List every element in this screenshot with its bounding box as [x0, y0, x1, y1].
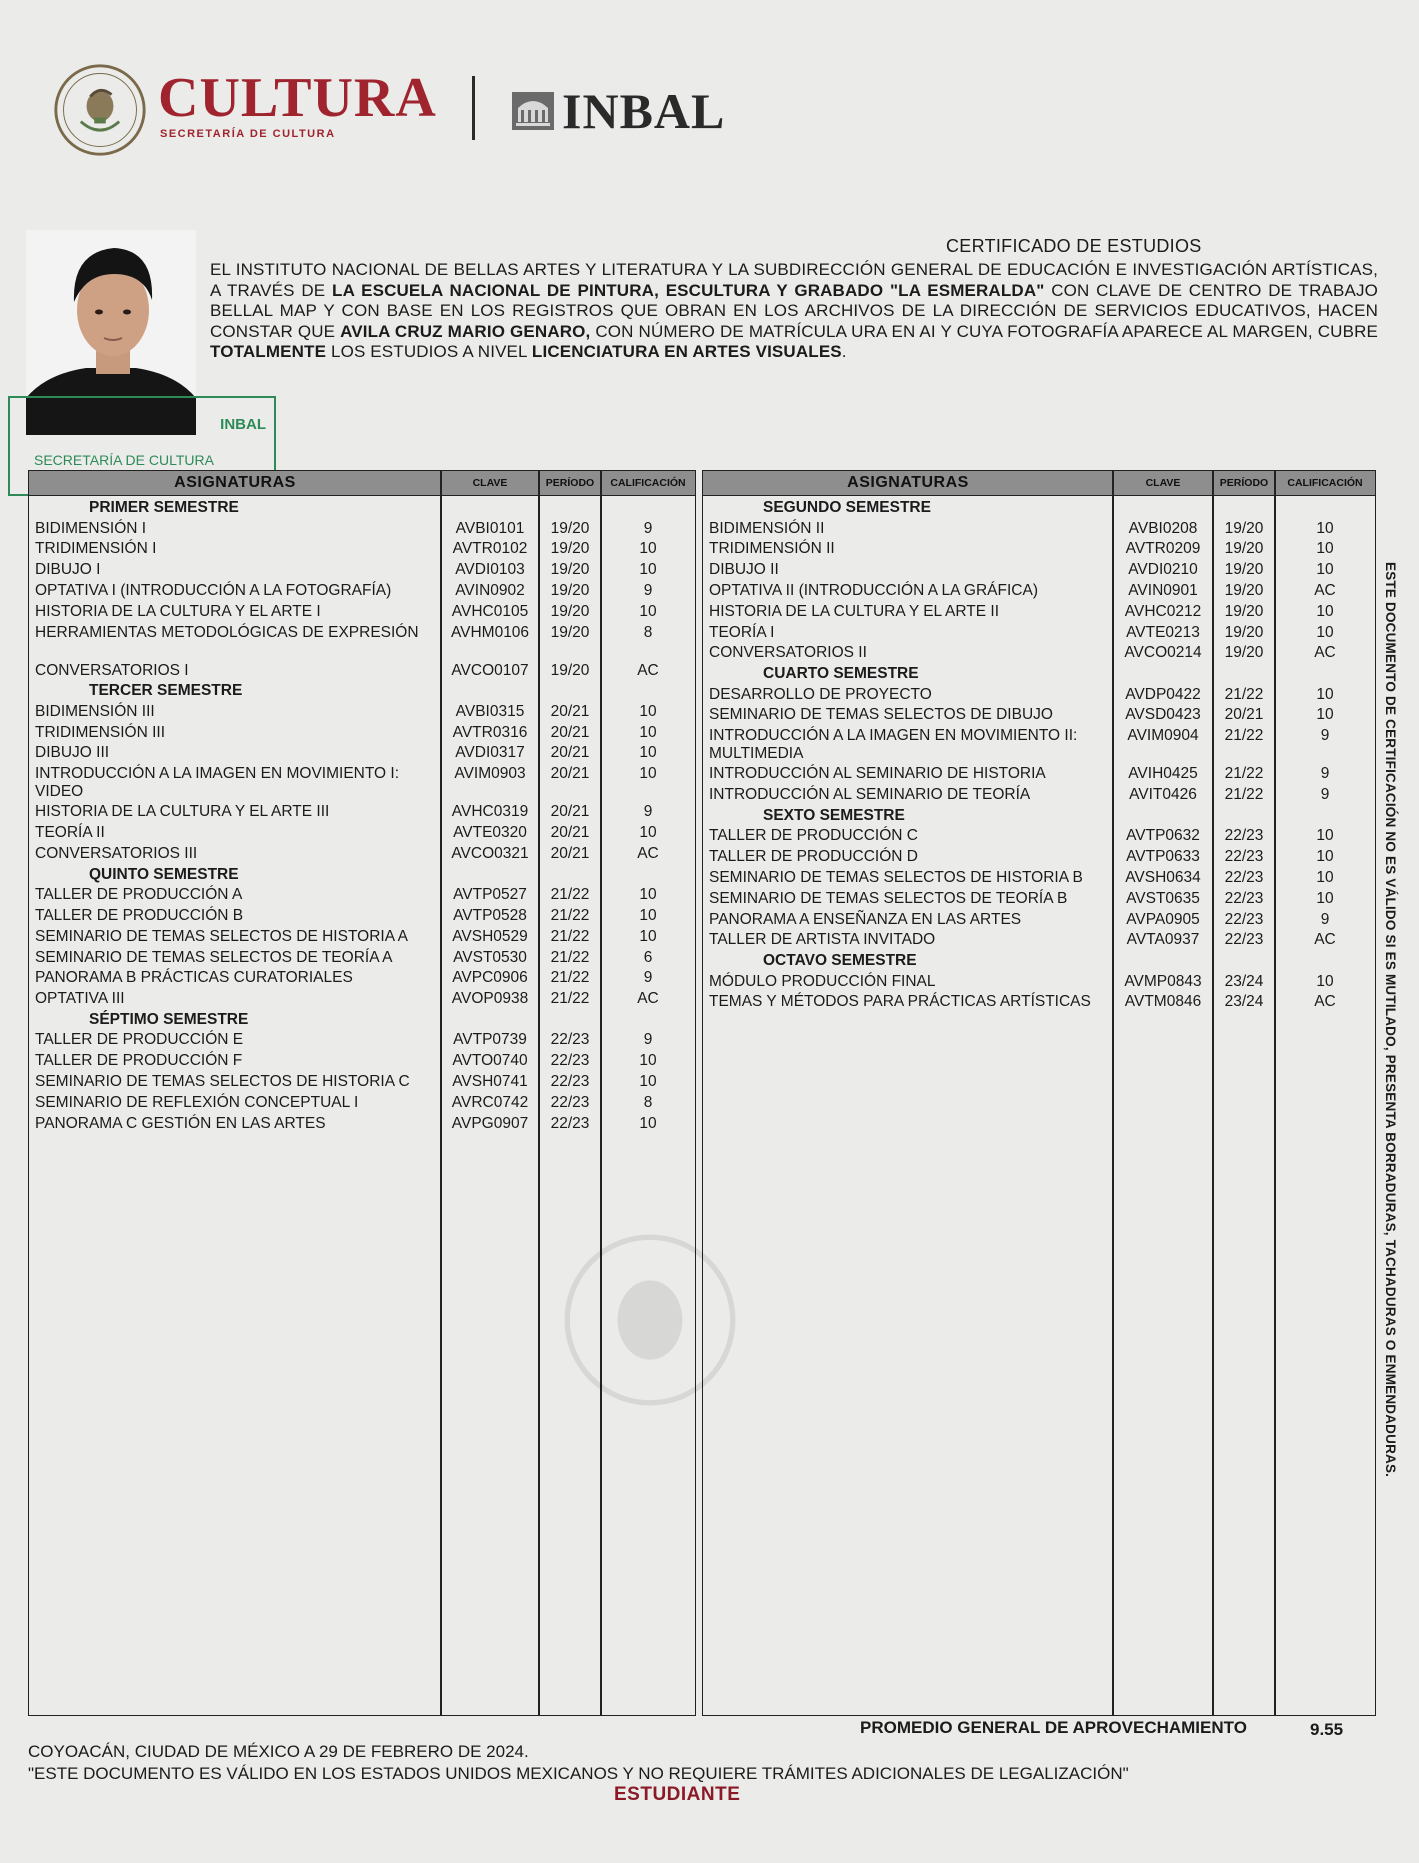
- subject-code: AVTA0937: [1126, 931, 1200, 949]
- subject-code: AVST0635: [1126, 889, 1200, 907]
- subject-grade: AC: [637, 661, 659, 679]
- header-periodo: PERÍODO: [1219, 477, 1269, 489]
- subject-code: AVTR0209: [1125, 540, 1201, 558]
- subject-period: 20/21: [550, 723, 590, 741]
- subject-period: 22/23: [550, 1093, 590, 1111]
- header-calificacion: CALIFICACIÓN: [610, 477, 686, 489]
- subject-grade: 10: [639, 702, 657, 720]
- subject-grade: 9: [643, 581, 653, 599]
- subject-period: 19/20: [1224, 581, 1264, 599]
- subject-name: HISTORIA DE LA CULTURA Y EL ARTE I: [35, 602, 321, 620]
- subject-name: TALLER DE PRODUCCIÓN B: [35, 906, 244, 924]
- subject-period: 22/23: [1224, 868, 1264, 886]
- subject-name: BIDIMENSIÓN III: [35, 702, 155, 720]
- subject-period: 21/22: [1224, 727, 1264, 745]
- subject-code: AVIN0902: [455, 581, 525, 599]
- subject-name: INTRODUCCIÓN A LA IMAGEN EN MOVIMIENTO II: MULTIMEDIA: [709, 727, 1078, 763]
- grades-table-right: [702, 470, 1376, 1716]
- average-label: PROMEDIO GENERAL DE APROVECHAMIENTO: [860, 1718, 1247, 1737]
- subject-grade: 6: [643, 948, 653, 966]
- subject-code: AVIM0903: [454, 765, 526, 783]
- subject-grade: 10: [639, 1073, 657, 1090]
- subject-name: TRIDIMENSIÓN III: [35, 723, 166, 741]
- subject-code: AVSD0423: [1125, 706, 1201, 724]
- subject-name: INTRODUCCIÓN AL SEMINARIO DE HISTORIA: [709, 765, 1046, 783]
- subject-name: BIDIMENSIÓN II: [709, 519, 825, 537]
- table-header: [29, 471, 695, 496]
- subject-grade: 10: [1316, 706, 1334, 724]
- subject-code: AVIN0901: [1128, 581, 1198, 599]
- average-value: 9.55: [1310, 1720, 1344, 1739]
- subject-period: 21/22: [550, 886, 590, 904]
- subject-name: DIBUJO II: [709, 561, 779, 579]
- subject-code: AVPA0905: [1126, 910, 1200, 928]
- subject-grade: 10: [639, 561, 657, 579]
- intro-text-1: EL INSTITUTO NACIONAL DE BELLAS ARTES Y LITERATURA Y LA SUBDIRECCIÓN GENERAL DE EDUCACIÓN E INVESTIGACIÓN ARTÍSTICAS, A TRAVÉS DE: [210, 260, 1378, 300]
- document-title: CERTIFICADO DE ESTUDIOS: [946, 236, 1202, 256]
- subject-period: 21/22: [1224, 786, 1264, 803]
- subject-code: AVBI0208: [1128, 519, 1198, 537]
- subject-period: 22/23: [550, 1114, 590, 1132]
- subject-grade: 9: [1320, 727, 1330, 745]
- subject-code: AVTE0320: [453, 824, 527, 841]
- subject-code: AVTR0102: [452, 540, 528, 558]
- place-and-date: COYOACÁN, CIUDAD DE MÉXICO A 29 DE FEBRERO DE 2024.: [28, 1742, 529, 1761]
- subject-period: 20/21: [550, 765, 590, 783]
- subject-grade: AC: [637, 844, 659, 862]
- header-divider: [472, 76, 475, 140]
- subject-period: 20/21: [550, 803, 590, 821]
- validity-side-note: [1382, 562, 1402, 1482]
- semester-title: TERCER SEMESTRE: [89, 682, 243, 700]
- subject-code: AVIH0425: [1128, 765, 1198, 783]
- subject-grade: 10: [639, 744, 657, 762]
- subject-name: DIBUJO I: [35, 561, 101, 579]
- subject-grade: 9: [1320, 786, 1330, 803]
- subject-grade: 10: [1316, 848, 1334, 866]
- subject-name: DESARROLLO DE PROYECTO: [709, 685, 932, 703]
- subject-name: HISTORIA DE LA CULTURA Y EL ARTE II: [709, 602, 1000, 620]
- intro-text-2: CON CLAVE DE CENTRO DE TRABAJO BELLAL MAP Y CON BASE EN LOS REGISTROS QUE OBRAN EN LOS ARCHIVOS DE LA DIRECCIÓN DE SERVICIOS EDUCATIVOS, HACEN CONSTAR QUE: [210, 280, 1379, 341]
- subject-code: AVTP0633: [1126, 848, 1200, 866]
- subject-grade: 10: [1316, 623, 1334, 641]
- subject-period: 21/22: [550, 990, 590, 1008]
- semester-title: OCTAVO SEMESTRE: [763, 952, 917, 970]
- subject-code: AVPC0906: [452, 969, 528, 987]
- student-label: ESTUDIANTE: [614, 1784, 741, 1805]
- subject-name: INTRODUCCIÓN AL SEMINARIO DE TEORÍA: [709, 786, 1031, 803]
- subject-period: 23/24: [1224, 972, 1264, 990]
- subject-code: AVHC0212: [1124, 602, 1202, 620]
- subject-period: 22/23: [1224, 848, 1264, 866]
- subject-period: 21/22: [550, 948, 590, 966]
- stamp-secretaria-text: SECRETARÍA DE CULTURA: [34, 452, 214, 468]
- subject-period: 23/24: [1224, 993, 1264, 1011]
- subject-code: AVTP0632: [1126, 827, 1200, 845]
- subject-period: 20/21: [1224, 706, 1264, 724]
- subject-period: 19/20: [550, 661, 590, 679]
- subject-grade: 10: [1316, 519, 1334, 537]
- semester-title: SEXTO SEMESTRE: [763, 806, 905, 824]
- subject-grade: 9: [1320, 910, 1330, 928]
- subject-name: TALLER DE PRODUCCIÓN C: [709, 827, 918, 845]
- coverage-word: TOTALMENTE: [210, 342, 327, 361]
- inbal-palace-icon: [512, 92, 554, 130]
- header-clave: CLAVE: [472, 477, 508, 489]
- subject-name: SEMINARIO DE TEMAS SELECTOS DE DIBUJO: [709, 706, 1053, 724]
- subject-period: 20/21: [550, 702, 590, 720]
- subject-period: 19/20: [550, 623, 590, 641]
- subject-grade: 10: [639, 927, 657, 945]
- subject-code: AVDP0422: [1125, 685, 1201, 703]
- subject-name: TRIDIMENSIÓN I: [35, 540, 157, 558]
- subject-name: PANORAMA C GESTIÓN EN LAS ARTES: [35, 1114, 326, 1132]
- subject-period: 19/20: [550, 581, 590, 599]
- subject-grade: 10: [1316, 868, 1334, 886]
- subject-name: TEORÍA I: [709, 623, 775, 641]
- degree-level: LICENCIATURA EN ARTES VISUALES: [531, 342, 842, 361]
- cultura-wordmark: CULTURA: [158, 67, 437, 129]
- subject-grade: 10: [1316, 561, 1334, 579]
- subject-code: AVDI0103: [455, 561, 525, 579]
- grades-table-left: [28, 470, 696, 1716]
- header-asignaturas: ASIGNATURAS: [174, 474, 296, 491]
- student-name: AVILA CRUZ MARIO GENARO,: [340, 321, 591, 341]
- subject-name: TALLER DE PRODUCCIÓN F: [35, 1052, 243, 1070]
- subject-code: AVTP0739: [453, 1031, 527, 1049]
- subject-code: AVHC0319: [451, 803, 529, 821]
- subject-period: 19/20: [1224, 561, 1264, 579]
- subject-code: AVBI0315: [455, 702, 525, 720]
- subject-code: AVTE0213: [1126, 623, 1200, 641]
- subject-name: BIDIMENSIÓN I: [35, 519, 147, 537]
- subject-name: TALLER DE PRODUCCIÓN E: [35, 1031, 244, 1049]
- subject-grade: 10: [639, 723, 657, 741]
- school-name: LA ESCUELA NACIONAL DE PINTURA, ESCULTURA Y GRABADO "LA ESMERALDA": [332, 280, 1045, 300]
- subject-name: TALLER DE PRODUCCIÓN D: [709, 848, 918, 866]
- subject-code: AVDI0317: [455, 744, 525, 762]
- subject-code: AVTP0527: [453, 886, 527, 904]
- subject-grade: 10: [639, 765, 657, 783]
- subject-grade: 9: [1320, 765, 1330, 783]
- certification-statement: [210, 260, 1378, 363]
- subject-code: AVRC0742: [451, 1093, 529, 1111]
- header-asignaturas: ASIGNATURAS: [847, 474, 969, 491]
- subject-period: 19/20: [1224, 540, 1264, 558]
- subject-grade: AC: [1314, 644, 1336, 662]
- subject-grade: 10: [1316, 540, 1334, 558]
- subject-grade: 9: [643, 1031, 653, 1049]
- subject-code: AVPG0907: [451, 1114, 529, 1132]
- subject-period: 21/22: [550, 969, 590, 987]
- subject-period: 21/22: [550, 906, 590, 924]
- subject-code: AVTP0528: [453, 906, 527, 924]
- subject-name: TRIDIMENSIÓN II: [709, 540, 835, 558]
- subject-name: SEMINARIO DE TEMAS SELECTOS DE HISTORIA A: [35, 927, 408, 945]
- subject-period: 22/23: [550, 1073, 590, 1090]
- subject-period: 21/22: [550, 927, 590, 945]
- subject-name: TALLER DE ARTISTA INVITADO: [709, 931, 936, 949]
- subject-code: AVIM0904: [1127, 727, 1199, 745]
- subject-period: 22/23: [550, 1031, 590, 1049]
- inbal-wordmark: INBAL: [562, 83, 726, 139]
- subject-period: 19/20: [1224, 519, 1264, 537]
- header-calificacion: CALIFICACIÓN: [1287, 477, 1363, 489]
- subject-grade: 9: [643, 969, 653, 987]
- subject-name: CONVERSATORIOS I: [35, 661, 189, 679]
- semester-title: SÉPTIMO SEMESTRE: [89, 1010, 249, 1028]
- semester-title: SEGUNDO SEMESTRE: [763, 499, 931, 516]
- subject-period: 19/20: [1224, 602, 1264, 620]
- semester-title: QUINTO SEMESTRE: [89, 865, 239, 883]
- subject-name: OPTATIVA III: [35, 990, 125, 1008]
- cultura-subtitle: SECRETARÍA DE CULTURA: [160, 128, 336, 140]
- intro-text-3: CON NÚMERO DE MATRÍCULA URA EN AI Y CUYA FOTOGRAFÍA APARECE AL MARGEN, CUBRE: [590, 321, 1378, 341]
- subject-name: TEMAS Y MÉTODOS PARA PRÁCTICAS ARTÍSTICAS: [709, 993, 1091, 1011]
- subject-grade: 9: [643, 519, 653, 537]
- subject-period: 19/20: [550, 540, 590, 558]
- semester-title: PRIMER SEMESTRE: [89, 499, 239, 516]
- header-clave: CLAVE: [1145, 477, 1181, 489]
- legal-validity-note: "ESTE DOCUMENTO ES VÁLIDO EN LOS ESTADOS UNIDOS MEXICANOS Y NO REQUIERE TRÁMITES ADICIONALES DE LEGALIZACIÓN": [28, 1764, 1129, 1783]
- subject-name: OPTATIVA I (INTRODUCCIÓN A LA FOTOGRAFÍA): [35, 581, 392, 599]
- subject-code: AVTO0740: [452, 1052, 528, 1070]
- subject-code: AVCO0321: [451, 844, 529, 862]
- subject-grade: 10: [639, 540, 657, 558]
- subject-period: 19/20: [550, 519, 590, 537]
- subject-grade: 10: [1316, 827, 1334, 845]
- subject-grade: 10: [639, 886, 657, 904]
- subject-name: SEMINARIO DE REFLEXIÓN CONCEPTUAL I: [35, 1093, 359, 1111]
- subject-name: PANORAMA B PRÁCTICAS CURATORIALES: [35, 969, 353, 987]
- subject-code: AVHM0106: [450, 623, 530, 641]
- subject-grade: 9: [643, 803, 653, 821]
- subject-grade: 10: [1316, 685, 1334, 703]
- subject-code: AVCO0214: [1124, 644, 1202, 662]
- subject-period: 22/23: [1224, 931, 1264, 949]
- subject-name: CONVERSATORIOS III: [35, 844, 198, 862]
- subject-period: 19/20: [550, 561, 590, 579]
- subject-grade: 10: [639, 602, 657, 620]
- subject-period: 22/23: [550, 1052, 590, 1070]
- subject-name: OPTATIVA II (INTRODUCCIÓN A LA GRÁFICA): [709, 581, 1038, 599]
- subject-name: PANORAMA A ENSEÑANZA EN LAS ARTES: [709, 910, 1022, 928]
- subject-period: 20/21: [550, 744, 590, 762]
- seal-watermark: [560, 1230, 740, 1410]
- subject-period: 22/23: [1224, 889, 1264, 907]
- subject-code: AVDI0210: [1128, 561, 1198, 579]
- subject-code: AVCO0107: [451, 661, 529, 679]
- subject-name: SEMINARIO DE TEMAS SELECTOS DE HISTORIA B: [709, 868, 1083, 886]
- subject-period: 19/20: [550, 602, 590, 620]
- subject-code: AVSH0529: [452, 927, 528, 945]
- subject-name: MÓDULO PRODUCCIÓN FINAL: [709, 972, 936, 990]
- subject-name: SEMINARIO DE TEMAS SELECTOS DE TEORÍA A: [35, 948, 393, 966]
- intro-text-4: LOS ESTUDIOS A NIVEL: [326, 342, 532, 361]
- subject-grade: 10: [639, 1114, 657, 1132]
- subject-name: DIBUJO III: [35, 744, 110, 762]
- subject-name: SEMINARIO DE TEMAS SELECTOS DE TEORÍA B: [709, 889, 1068, 907]
- subject-name: HERRAMIENTAS METODOLÓGICAS DE EXPRESIÓN: [35, 623, 419, 641]
- subject-period: 20/21: [550, 824, 590, 841]
- subject-name: TALLER DE PRODUCCIÓN A: [35, 886, 243, 904]
- subject-code: AVTM0846: [1124, 993, 1202, 1011]
- subject-grade: 8: [643, 1093, 653, 1111]
- subject-grade: 10: [1316, 972, 1334, 990]
- subject-code: AVBI0101: [455, 519, 525, 537]
- subject-code: AVIT0426: [1129, 786, 1197, 803]
- subject-name: INTRODUCCIÓN A LA IMAGEN EN MOVIMIENTO I: VIDEO: [35, 765, 400, 801]
- subject-code: AVMP0843: [1124, 972, 1202, 990]
- stamp-inbal-text: INBAL: [220, 416, 266, 433]
- subject-grade: 10: [1316, 889, 1334, 907]
- subject-code: AVOP0938: [451, 990, 529, 1008]
- subject-grade: AC: [1314, 993, 1336, 1011]
- subject-grade: AC: [637, 990, 659, 1008]
- subject-name: CONVERSATORIOS II: [709, 644, 867, 662]
- subject-period: 21/22: [1224, 765, 1264, 783]
- subject-code: AVSH0634: [1125, 868, 1201, 886]
- subject-code: AVHC0105: [451, 602, 529, 620]
- subject-grade: AC: [1314, 931, 1336, 949]
- subject-name: TEORÍA II: [35, 824, 105, 841]
- semester-title: CUARTO SEMESTRE: [763, 665, 919, 683]
- subject-period: 20/21: [550, 844, 590, 862]
- subject-grade: 10: [639, 824, 657, 841]
- subject-grade: AC: [1314, 581, 1336, 599]
- mexico-coat-of-arms-seal: [52, 62, 148, 158]
- subject-name: HISTORIA DE LA CULTURA Y EL ARTE III: [35, 803, 330, 821]
- subject-period: 22/23: [1224, 827, 1264, 845]
- subject-grade: 8: [643, 623, 653, 641]
- subject-grade: 10: [639, 1052, 657, 1070]
- subject-period: 21/22: [1224, 685, 1264, 703]
- subject-period: 19/20: [1224, 644, 1264, 662]
- subject-period: 19/20: [1224, 623, 1264, 641]
- header-periodo: PERÍODO: [545, 477, 595, 489]
- intro-text-5: .: [841, 342, 847, 361]
- subject-code: AVSH0741: [452, 1073, 528, 1090]
- subject-grade: 10: [639, 906, 657, 924]
- subject-code: AVTR0316: [452, 723, 528, 741]
- subject-period: 22/23: [1224, 910, 1264, 928]
- subject-code: AVST0530: [453, 948, 527, 966]
- subject-grade: 10: [1316, 602, 1334, 620]
- subject-name: SEMINARIO DE TEMAS SELECTOS DE HISTORIA C: [35, 1073, 410, 1090]
- vertical-note-text: ESTE DOCUMENTO DE CERTIFICACIÓN NO ES VÁLIDO SI ES MUTILADO, PRESENTA BORRADURAS, TACHADURAS O ENMENDADURAS.: [1383, 562, 1398, 1478]
